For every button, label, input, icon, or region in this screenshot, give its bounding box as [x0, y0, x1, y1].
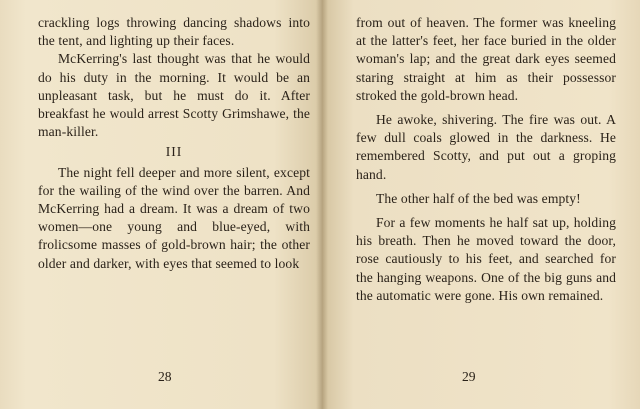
right-page	[322, 0, 640, 409]
section-heading: III	[165, 144, 183, 160]
left-paragraph-1: crackling logs throwing dancing shadows into the tent, and lighting up their faces.	[38, 15, 310, 49]
page-number-right: 29	[462, 369, 476, 384]
page-number-left: 28	[158, 369, 172, 384]
right-paragraph-3: The other half of the bed was empty!	[376, 190, 581, 206]
right-paragraph-1: from out of heaven. The former was kneeling at the latter's feet, her face buried in the older woman's lap; and the great dark eyes seemed staring straight at him as their possessor stroked the gold-brown head.	[356, 15, 616, 103]
left-paragraph-3: The night fell deeper and more silent, except for the wailing of the wind over the barren. And McKerring had a dream. It was a dream of two women—one young and blue-eyed, with frolicsome masses of gold-brown hair; the other older and darker, with eyes that seemed to look	[38, 164, 310, 271]
right-paragraph-2: He awoke, shivering. The fire was out. A few dull coals glowed in the darkness. He remembered Scotty, and put out a groping hand.	[356, 112, 616, 182]
right-paragraph-4: For a few moments he half sat up, holding his breath. Then he moved toward the door, rose cautiously to his feet, and searched for the hanging weapons. One of the big guns and the automatic were gone. His own remained.	[356, 215, 616, 303]
left-paragraph-2: McKerring's last thought was that he would do his duty in the morning. It would be an unpleasant task, but he must do it. After breakfast he would arrest Scotty Grimshawe, the man-killer.	[38, 51, 310, 140]
